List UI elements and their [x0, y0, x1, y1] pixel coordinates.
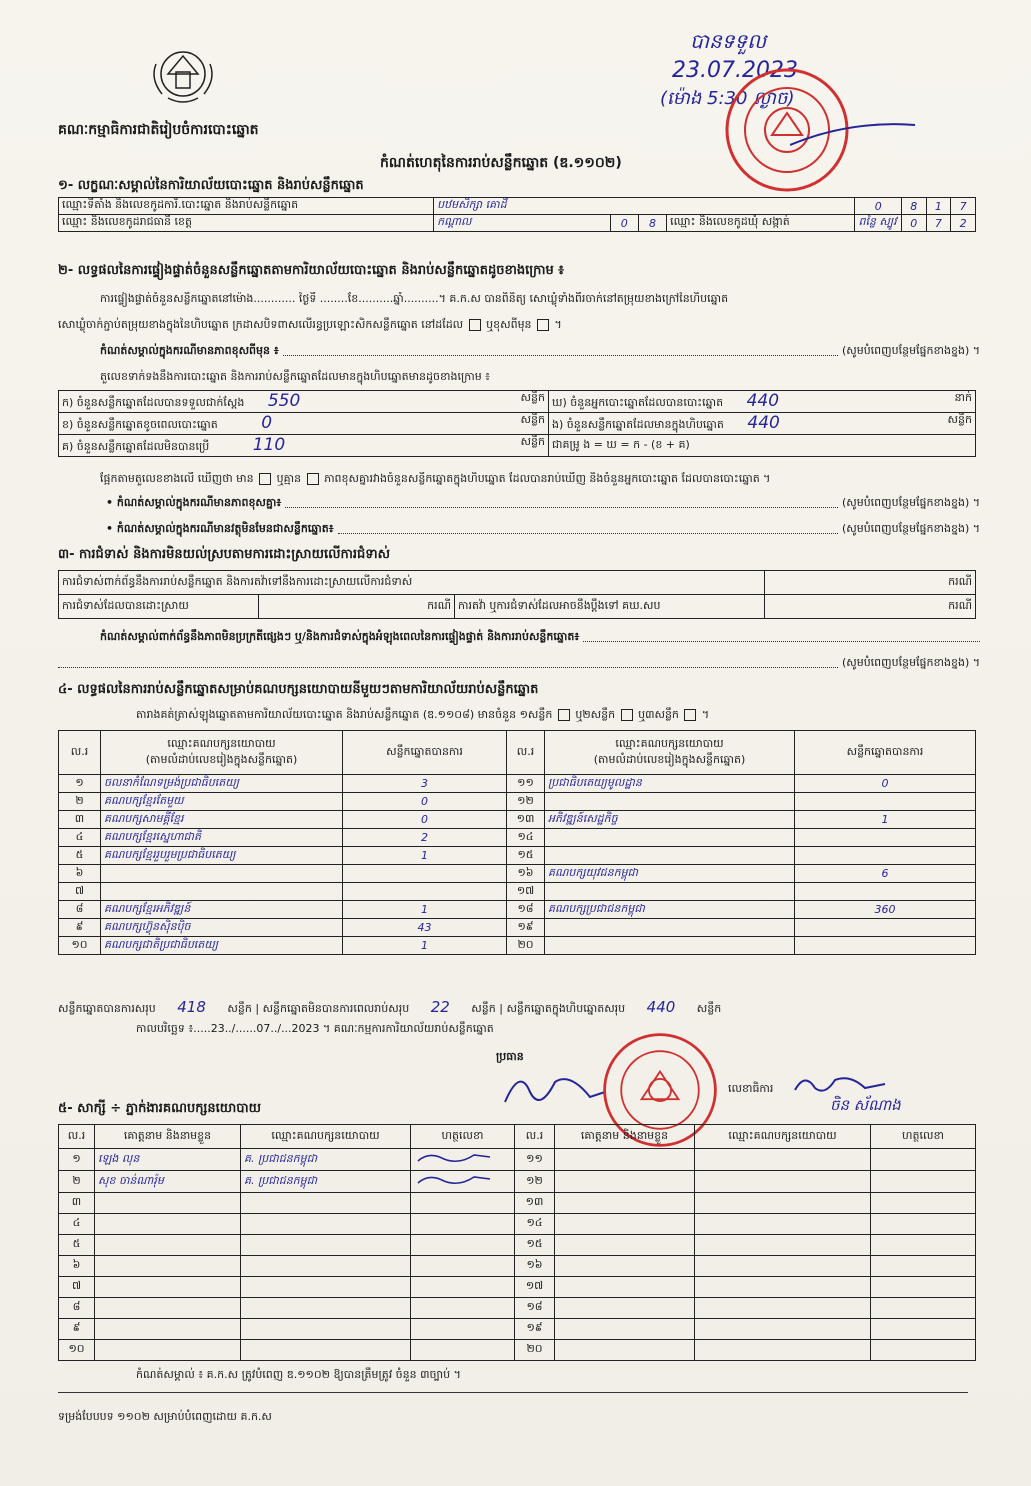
- result-no: ១៨: [507, 901, 545, 919]
- one-sheet-checkbox[interactable]: [558, 709, 570, 721]
- results-col-no-right: ល.រ: [507, 731, 545, 775]
- section2-title: ២- លទ្ធផលនៃការផ្ទៀងផ្ទាត់ចំនួនសន្លឹកឆ្នោតតាមការិយាល័យបោះឆ្នោត និងរាប់សន្លឹកឆ្នោតដូចខាងក្រោម ៖: [58, 263, 564, 278]
- witness-signature[interactable]: [871, 1298, 976, 1319]
- secretary-signature-icon: [790, 1070, 890, 1098]
- count-kh-row: [59, 413, 549, 435]
- witness-col-name-right: គោត្តនាម និងនាមខ្លួន: [555, 1125, 695, 1149]
- result-no: ១៣: [507, 811, 545, 829]
- witness-no: ១២: [515, 1171, 555, 1193]
- section5-title: ៥- សាក្សី ÷ ភ្នាក់ងារគណបក្សនយោបាយ: [58, 1101, 261, 1116]
- count-k-value: 550: [267, 391, 301, 411]
- witness-party[interactable]: [695, 1149, 871, 1171]
- result-party: គណបក្សខ្មែរអភិវឌ្ឍន៍: [101, 901, 343, 919]
- witness-table: [58, 1124, 976, 1361]
- count-kh-label: ខ) ចំនួនសន្លឹកឆ្នោតខូចពេលបោះឆ្នោត: [62, 418, 218, 431]
- result-no: ១២: [507, 793, 545, 811]
- result-party: អភិវឌ្ឍន៍សេដ្ឋកិច្ច: [545, 811, 795, 829]
- witness-party: [241, 1214, 411, 1235]
- result-no: ១៧: [507, 883, 545, 901]
- count-gh-label: ឃ) ចំនួនអ្នកបោះឆ្នោតដែលបានបោះឆ្នោត: [552, 396, 724, 409]
- witness-no: ១៨: [515, 1298, 555, 1319]
- result-votes: [795, 829, 976, 847]
- result-party: ប្រជាធិបតេយ្យមូលដ្ឋាន: [545, 775, 795, 793]
- count-ng-unit: សន្លឹក: [947, 413, 972, 426]
- witness-party: គ. ប្រជាជនកម្ពុជា: [241, 1171, 411, 1193]
- witness-signature[interactable]: [871, 1171, 976, 1193]
- result-no: ២: [59, 793, 101, 811]
- witness-party: [241, 1340, 411, 1361]
- form-footer: ទម្រង់បែបបទ ១១០២ សម្រាប់បំពេញដោយ គ.ក.ស: [58, 1410, 272, 1423]
- note3-label: • កំណត់សម្គាល់ក្នុងករណីមានវត្ថុមិនមែនជាសន្លឹកឆ្នោត៖: [106, 522, 334, 535]
- result-party: [545, 847, 795, 865]
- note3-line[interactable]: [338, 522, 838, 534]
- witness-signature[interactable]: [411, 1340, 515, 1361]
- total-box-label: សន្លឹកឆ្នោតក្នុងហិបឆ្នោតសរុប: [506, 1002, 626, 1015]
- witness-name: [95, 1340, 241, 1361]
- results-row: [59, 883, 976, 901]
- section3-note: កំណត់សម្គាល់ពាក់ព័ន្ធនឹងភាពមិនប្រក្រតីផ្សេងៗ ឬ/និងការជំទាស់ក្នុងអំឡុងពេលនៃការផ្ទៀងផ្ទាត់ និងការរាប់សន្លឹកឆ្នោត៖: [100, 630, 580, 643]
- note2-suffix: (សូមបំពេញបន្ថែមផ្នែកខាងខ្នង) ។: [841, 496, 980, 509]
- count-g-label: គ) ចំនួនសន្លឹកឆ្នោតដែលមិនបានប្រើ: [62, 440, 210, 453]
- section1-title: ១- លក្ខណៈសម្គាល់នៃការិយាល័យបោះឆ្នោត និងរាប់សន្លឹកឆ្នោត: [58, 178, 364, 193]
- witness-row: [59, 1340, 976, 1361]
- witness-no: ១៧: [515, 1277, 555, 1298]
- witness-no: ៩: [59, 1319, 95, 1340]
- witness-col-party-right: ឈ្មោះគណបក្សនយោបាយ: [695, 1125, 871, 1149]
- count-formula: ជាគម្រូ ង = ឃ = ក - (ខ + គ): [549, 435, 976, 457]
- three-sheet-checkbox[interactable]: [684, 709, 696, 721]
- witness-no: ១១: [515, 1149, 555, 1171]
- witness-name[interactable]: [555, 1277, 695, 1298]
- witness-party: [241, 1193, 411, 1214]
- witness-col-party-left: ឈ្មោះគណបក្សនយោបាយ: [241, 1125, 411, 1149]
- results-row: [59, 811, 976, 829]
- received-time: (ម៉ោង 5:30 ល្ងាច): [660, 88, 795, 109]
- province-value: កណ្ដាល: [434, 215, 611, 232]
- result-no: ៦: [59, 865, 101, 883]
- witness-col-sign-right: ហត្ថលេខា: [871, 1125, 976, 1149]
- objection-row1-label: ការជំទាស់ពាក់ព័ន្ធនឹងការរាប់សន្លឹកឆ្នោត និងការតវ៉ាទៅនឹងការដោះស្រាយលើការជំទាស់: [59, 571, 765, 595]
- results-row: [59, 829, 976, 847]
- nec-logo-icon: [148, 44, 218, 108]
- count-k-label: ក) ចំនួនសន្លឹកឆ្នោតដែលបានទទួលជាក់ស្តែង: [62, 396, 245, 409]
- count-k-unit: សន្លឹក: [520, 391, 545, 404]
- result-no: ២០: [507, 937, 545, 955]
- compare-row: [100, 472, 980, 488]
- result-votes: 1: [343, 847, 507, 865]
- witness-col-no-right: ល.រ: [515, 1125, 555, 1149]
- results-row: [59, 901, 976, 919]
- count-kh-value: 0: [261, 413, 273, 433]
- pen-stroke-icon: [790, 115, 920, 155]
- count-ng-label: ង) ចំនួនសន្លឹកឆ្នោតដែលមានក្នុងហិបឆ្នោត: [552, 418, 724, 431]
- witness-col-sign-left: ហត្ថលេខា: [411, 1125, 515, 1149]
- province-label: ឈ្មោះ និងលេខកូដរាជធានី ខេត្ត: [59, 215, 434, 232]
- section3-table: [58, 570, 976, 619]
- witness-no: ១៦: [515, 1256, 555, 1277]
- total-valid-label: សន្លឹកឆ្នោតបានការសរុប: [58, 1002, 156, 1015]
- results-row: [59, 937, 976, 955]
- province-code-2: 8: [638, 215, 666, 232]
- received-label: បានទទួល: [690, 29, 767, 53]
- witness-signature[interactable]: [411, 1214, 515, 1235]
- count-gh-unit: នាក់: [954, 391, 972, 404]
- result-no: ៩: [59, 919, 101, 937]
- witness-party[interactable]: [695, 1319, 871, 1340]
- result-votes: 0: [343, 811, 507, 829]
- result-party: [545, 919, 795, 937]
- results-col-party-right-sub: (តាមលំដាប់លេខរៀងក្នុងសន្លឹកឆ្នោត): [593, 752, 746, 766]
- witness-party: គ. ប្រជាជនកម្ពុជា: [241, 1149, 411, 1171]
- witness-name: [95, 1235, 241, 1256]
- section2-note1-line[interactable]: [283, 344, 838, 356]
- result-no: ៣: [59, 811, 101, 829]
- witness-signature[interactable]: [411, 1277, 515, 1298]
- section2-para2: សោឃ្លុំចាក់ភ្ជាប់តម្រុយខាងក្នុងនៃហិបឆ្នោត ក្រដាសបិទពាសលើរន្ធប្រឡោះសិកសន្លឹកឆ្នោត នៅដដែល ឬខុសពីមុន ។: [58, 318, 562, 331]
- results-col-party-left-sub: (តាមលំដាប់លេខរៀងក្នុងសន្លឹកឆ្នោត): [145, 752, 298, 766]
- witness-signature[interactable]: [871, 1277, 976, 1298]
- witness-signature-icon: [414, 1149, 494, 1167]
- witness-col-no-left: ល.រ: [59, 1125, 95, 1149]
- has-diff-checkbox[interactable]: [259, 473, 271, 485]
- witness-name[interactable]: [555, 1256, 695, 1277]
- witness-signature[interactable]: [871, 1340, 976, 1361]
- count-k-row: [59, 391, 549, 413]
- section4-title: ៤- លទ្ធផលនៃការរាប់សន្លឹកឆ្នោតសម្រាប់គណបក្សនយោបាយនីមួយៗតាមការិយាល័យរាប់សន្លឹកឆ្នោត: [58, 682, 539, 697]
- objection-row2a-case: ករណី: [259, 595, 455, 619]
- witness-no: ១០: [59, 1340, 95, 1361]
- witness-name: [95, 1277, 241, 1298]
- witness-row: [59, 1319, 976, 1340]
- witness-name: ឡេង លុន: [95, 1149, 241, 1171]
- result-votes: [795, 919, 976, 937]
- witness-signature[interactable]: [871, 1319, 976, 1340]
- section2-para1: ការផ្ទៀងផ្ទាត់ចំនួនសន្លឹកឆ្នោតនៅម៉ោង............ ថ្ងៃទី ........ខែ..........ឆ្នាំ..........។ គ.ក.ស បានពិនិត្យ សោឃ្លុំទាំងពីរចាក់នៅតម្រុយខាងក្រៅនៃហិបឆ្នោត: [100, 292, 729, 305]
- witness-signature[interactable]: [411, 1256, 515, 1277]
- total-valid-value: 418: [177, 998, 206, 1016]
- witness-row: [59, 1256, 976, 1277]
- result-party: ចលនាកំណែទម្រង់ប្រជាធិបតេយ្យ: [101, 775, 343, 793]
- witness-name: [95, 1319, 241, 1340]
- result-no: ៤: [59, 829, 101, 847]
- commune-code-1: 0: [901, 215, 926, 232]
- count-kh-unit: សន្លឹក: [520, 413, 545, 426]
- witness-signature[interactable]: [411, 1298, 515, 1319]
- form-title: កំណត់ហេតុនៃការរាប់សន្លឹកឆ្នោត (ឌ.១១០២): [380, 155, 622, 171]
- note3-suffix: (សូមបំពេញបន្ថែមផ្នែកខាងខ្នង) ។: [841, 522, 980, 535]
- witness-no: ៥: [59, 1235, 95, 1256]
- section1-table: [58, 197, 976, 232]
- witness-signature[interactable]: [411, 1235, 515, 1256]
- results-row: [59, 919, 976, 937]
- objection-row2a-label: ការជំទាស់ដែលបានដោះស្រាយ: [59, 595, 259, 619]
- witness-party[interactable]: [695, 1235, 871, 1256]
- results-row: [59, 793, 976, 811]
- witness-name: [95, 1193, 241, 1214]
- witness-name: សុខ ចាន់ណារ៉ុម: [95, 1171, 241, 1193]
- section3-title: ៣- ការជំទាស់ និងការមិនយល់ស្របតាមការដោះស្រាយលើការជំទាស់: [58, 547, 390, 562]
- date-line: កាលបរិច្ឆេទ ៖.....23../......07../...2023 ។ គណៈកម្មការការិយាល័យរាប់សន្លឹកឆ្នោត: [136, 1022, 494, 1035]
- result-no: ១៩: [507, 919, 545, 937]
- commune-code-2: 7: [926, 215, 951, 232]
- witness-signature[interactable]: [411, 1319, 515, 1340]
- section3-note-suffix: (សូមបំពេញបន្ថែមផ្នែកខាងខ្នង) ។: [841, 656, 980, 669]
- compare-opt2: ឬគ្មាន: [276, 472, 302, 485]
- witness-no: ៧: [59, 1277, 95, 1298]
- no-diff-checkbox[interactable]: [307, 473, 319, 485]
- witness-party: [241, 1256, 411, 1277]
- result-party: [545, 937, 795, 955]
- witness-signature[interactable]: [871, 1256, 976, 1277]
- location-label: ឈ្មោះទីតាំង និងលេខកូដការិ.បោះឆ្នោត និងរាប់សន្លឹកឆ្នោត: [59, 198, 434, 215]
- result-no: ១៦: [507, 865, 545, 883]
- result-votes: [795, 793, 976, 811]
- witness-no: ៤: [59, 1214, 95, 1235]
- compare-text: ផ្អែកតាមតួលេខខាងលើ ឃើញថា មាន: [100, 472, 254, 485]
- witness-name[interactable]: [555, 1214, 695, 1235]
- results-col-votes-left: សន្លឹកឆ្នោតបានការ: [343, 731, 507, 775]
- total-invalid-value: 22: [430, 998, 450, 1016]
- result-party: គណបក្សខ្មែរតែមួយ: [101, 793, 343, 811]
- same-checkbox[interactable]: [469, 319, 481, 331]
- result-party: គណបក្សខ្មែរស្នេហាជាតិ: [101, 829, 343, 847]
- result-no: ១៤: [507, 829, 545, 847]
- section3-note-row: [100, 630, 980, 646]
- result-party: [101, 865, 343, 883]
- witness-col-name-left: គោត្តនាម និងនាមខ្លួន: [95, 1125, 241, 1149]
- witness-party: [241, 1319, 411, 1340]
- result-party: គណបក្សខ្មែររួបរួមប្រជាធិបតេយ្យ: [101, 847, 343, 865]
- section4-opt2: ឬ២សន្លឹក: [575, 708, 616, 721]
- section3-note-row2: [58, 656, 980, 672]
- results-col-party-right-title: ឈ្មោះគណបក្សនយោបាយ: [615, 736, 724, 750]
- witness-signature[interactable]: [411, 1171, 515, 1193]
- count-gh-value: 440: [746, 391, 780, 411]
- secretary-label: លេខាធិការ: [728, 1082, 774, 1095]
- result-party: គណបក្សយុវជនកម្ពុជា: [545, 865, 795, 883]
- result-votes: 1: [343, 901, 507, 919]
- witness-no: ២: [59, 1171, 95, 1193]
- witness-name: [95, 1214, 241, 1235]
- count-g-value: 110: [252, 435, 286, 455]
- result-party: [545, 793, 795, 811]
- commune-code-3: 2: [951, 215, 976, 232]
- witness-party[interactable]: [695, 1214, 871, 1235]
- result-no: ១១: [507, 775, 545, 793]
- result-votes: 1: [795, 811, 976, 829]
- location-code-4: 7: [951, 198, 976, 215]
- witness-no: ១: [59, 1149, 95, 1171]
- section2-para2-opt2: ឬខុសពីមុន: [486, 318, 532, 331]
- witness-party[interactable]: [695, 1298, 871, 1319]
- result-no: ១: [59, 775, 101, 793]
- results-col-party-right: [545, 731, 795, 775]
- section3-note-line[interactable]: [583, 630, 980, 642]
- witness-signature[interactable]: [871, 1235, 976, 1256]
- results-row: [59, 865, 976, 883]
- note2-row: [106, 496, 980, 512]
- count-g-row: [59, 435, 549, 457]
- result-votes: 2: [343, 829, 507, 847]
- count-ng-row: [549, 413, 976, 435]
- objection-row2b-case: ករណី: [765, 595, 976, 619]
- result-no: ៧: [59, 883, 101, 901]
- result-no: ១០: [59, 937, 101, 955]
- changed-checkbox[interactable]: [537, 319, 549, 331]
- witness-no: ១៣: [515, 1193, 555, 1214]
- result-party: [545, 883, 795, 901]
- result-votes: 1: [343, 937, 507, 955]
- count-gh-row: [549, 391, 976, 413]
- location-code-1: 0: [855, 198, 901, 215]
- witness-party: [241, 1235, 411, 1256]
- witness-row: [59, 1193, 976, 1214]
- result-votes: 3: [343, 775, 507, 793]
- witness-name[interactable]: [555, 1149, 695, 1171]
- witness-signature[interactable]: [871, 1214, 976, 1235]
- objection-row1-case: ករណី: [765, 571, 976, 595]
- witness-name[interactable]: [555, 1193, 695, 1214]
- section3-note-line2[interactable]: [58, 656, 838, 668]
- total-valid-unit: សន្លឹក: [227, 1002, 252, 1015]
- result-votes: [343, 883, 507, 901]
- witness-party[interactable]: [695, 1193, 871, 1214]
- note3-row: [106, 522, 980, 538]
- witness-no: ១៩: [515, 1319, 555, 1340]
- witness-row: [59, 1171, 976, 1193]
- results-col-party-left: [101, 731, 343, 775]
- location-value: បឋមសិក្សា គោដី: [434, 198, 855, 215]
- result-votes: [343, 865, 507, 883]
- location-code-3: 1: [926, 198, 951, 215]
- witness-row: [59, 1149, 976, 1171]
- footer-divider: [58, 1392, 968, 1393]
- witness-signature[interactable]: [871, 1193, 976, 1214]
- witness-row: [59, 1277, 976, 1298]
- result-votes: [795, 847, 976, 865]
- result-no: ៥: [59, 847, 101, 865]
- result-votes: 0: [343, 793, 507, 811]
- totals-row: សន្លឹកឆ្នោតបានការសរុប 418 សន្លឹក | សន្លឹកឆ្នោតមិនបានការពេលរាប់សរុប 22 សន្លឹក | សន្លឹកឆ្នោតក្នុងហិបឆ្នោតសរុប 440 សន្លឹក: [58, 998, 722, 1016]
- results-row: [59, 847, 976, 865]
- note2-label: • កំណត់សម្គាល់ក្នុងករណីមានភាពខុសគ្នា៖: [106, 496, 282, 509]
- commune-value: ពន្លៃ ស្បូវ: [855, 215, 901, 232]
- result-no: ៨: [59, 901, 101, 919]
- witness-party[interactable]: [695, 1256, 871, 1277]
- result-votes: 6: [795, 865, 976, 883]
- result-votes: [795, 883, 976, 901]
- total-invalid-label: សន្លឹកឆ្នោតមិនបានការពេលរាប់សរុប: [262, 1002, 410, 1015]
- witness-party[interactable]: [695, 1340, 871, 1361]
- counts-table: [58, 390, 976, 457]
- result-no: ១៥: [507, 847, 545, 865]
- witness-name[interactable]: [555, 1319, 695, 1340]
- witness-no: ៨: [59, 1298, 95, 1319]
- result-party: គណបក្សសាមគ្គីខ្មែរ: [101, 811, 343, 829]
- result-votes: 360: [795, 901, 976, 919]
- secretary-name: ចិន ស័ណាង: [830, 1096, 901, 1114]
- section2-note1: កំណត់សម្គាល់ក្នុងករណីមានភាពខុសពីមុន ៖: [100, 344, 279, 357]
- section4-opt3: ឬ៣សន្លឹក: [638, 708, 679, 721]
- results-col-votes-right: សន្លឹកឆ្នោតបានការ: [795, 731, 976, 775]
- result-votes: [795, 937, 976, 955]
- witness-row: [59, 1235, 976, 1256]
- result-votes: 43: [343, 919, 507, 937]
- result-party: គណបក្សជាតិប្រជាធិបតេយ្យ: [101, 937, 343, 955]
- witness-no: ១៥: [515, 1235, 555, 1256]
- witness-signature[interactable]: [411, 1193, 515, 1214]
- province-code-1: 0: [610, 215, 638, 232]
- note2-line[interactable]: [285, 496, 838, 508]
- result-party: [101, 883, 343, 901]
- witness-name: [95, 1298, 241, 1319]
- commune-label: ឈ្មោះ និងលេខកូដឃុំ សង្កាត់: [667, 215, 855, 232]
- section4-intro-row: តារាងគត់ត្រាស់ឡុងឆ្នោតតាមការិយាល័យបោះឆ្នោត និងរាប់សន្លឹកឆ្នោត (ឌ.១១០៨) មានចំនួន ១សន្លឹក ឬ២សន្លឹក ឬ៣សន្លឹក ។: [136, 708, 710, 721]
- witness-row: [59, 1214, 976, 1235]
- witness-signature-icon: [414, 1171, 494, 1189]
- witness-name[interactable]: [555, 1235, 695, 1256]
- result-party: គណបក្សហ៊្វុនស៊ិនប៉ិច: [101, 919, 343, 937]
- witness-name[interactable]: [555, 1298, 695, 1319]
- results-row: [59, 775, 976, 793]
- witness-no: ៦: [59, 1256, 95, 1277]
- witness-name[interactable]: [555, 1171, 695, 1193]
- witness-no: ៣: [59, 1193, 95, 1214]
- witness-party: [241, 1277, 411, 1298]
- witness-no: ២០: [515, 1340, 555, 1361]
- section2-note1-suffix: (សូមបំពេញបន្ថែមផ្នែកខាងខ្នង) ។: [841, 344, 980, 357]
- chair-signature-icon: [500, 1062, 610, 1117]
- footnote: កំណត់សម្គាល់ ៖ គ.ក.ស ត្រូវបំពេញ ឌ.១១០២ ឱ្យបានត្រឹមត្រូវ ចំនួន ៣ច្បាប់ ។: [136, 1368, 461, 1381]
- counts-intro: តួលេខទាក់ទងនឹងការបោះឆ្នោត និងការរាប់សន្លឹកឆ្នោតដែលមានក្នុងហិបឆ្នោតមានដូចខាងក្រោម ៖: [100, 370, 491, 383]
- count-ng-value: 440: [747, 413, 780, 433]
- received-date: 23.07.2023: [672, 58, 798, 83]
- objection-row2b-label: ការតវ៉ា ឬការជំទាស់ដែលអាចនឹងប្តឹងទៅ គឃ.សប: [455, 595, 765, 619]
- witness-signature[interactable]: [871, 1149, 976, 1171]
- total-invalid-unit: សន្លឹក: [471, 1002, 496, 1015]
- two-sheet-checkbox[interactable]: [621, 709, 633, 721]
- section4-intro: តារាងគត់ត្រាស់ឡុងឆ្នោតតាមការិយាល័យបោះឆ្នោត និងរាប់សន្លឹកឆ្នោត (ឌ.១១០៨) មានចំនួន ១សន្លឹក: [136, 708, 553, 721]
- witness-name[interactable]: [555, 1340, 695, 1361]
- witness-name: [95, 1256, 241, 1277]
- results-col-no-left: ល.រ: [59, 731, 101, 775]
- result-party: គណបក្សប្រជាជនកម្ពុជា: [545, 901, 795, 919]
- section2-note1-row: [100, 344, 980, 360]
- witness-no: ១៤: [515, 1214, 555, 1235]
- compare-rest: ភាពខុសគ្នារវាងចំនួនសន្លឹកឆ្នោតក្នុងហិបឆ្នោត ដែលបានរាប់ឃើញ និងចំនួនអ្នកបោះឆ្នោត ដែលបានបោះឆ្នោត ។: [324, 472, 771, 485]
- result-party: [545, 829, 795, 847]
- total-box-value: 440: [646, 998, 676, 1016]
- witness-party[interactable]: [695, 1171, 871, 1193]
- chair-label: ប្រធាន: [496, 1050, 524, 1063]
- total-box-unit: សន្លឹក: [696, 1002, 722, 1015]
- results-col-party-left-title: ឈ្មោះគណបក្សនយោបាយ: [167, 736, 276, 750]
- location-code-2: 8: [901, 198, 926, 215]
- witness-signature[interactable]: [411, 1149, 515, 1171]
- count-g-unit: សន្លឹក: [520, 435, 545, 448]
- org-name: គណៈកម្មាធិការជាតិរៀបចំការបោះឆ្នោត: [58, 122, 259, 138]
- results-table: [58, 730, 976, 955]
- witness-party: [241, 1298, 411, 1319]
- section2-para2-text: សោឃ្លុំចាក់ភ្ជាប់តម្រុយខាងក្នុងនៃហិបឆ្នោត ក្រដាសបិទពាសលើរន្ធប្រឡោះសិកសន្លឹកឆ្នោត នៅដដែល: [58, 318, 464, 331]
- result-votes: 0: [795, 775, 976, 793]
- witness-party[interactable]: [695, 1277, 871, 1298]
- witness-row: [59, 1298, 976, 1319]
